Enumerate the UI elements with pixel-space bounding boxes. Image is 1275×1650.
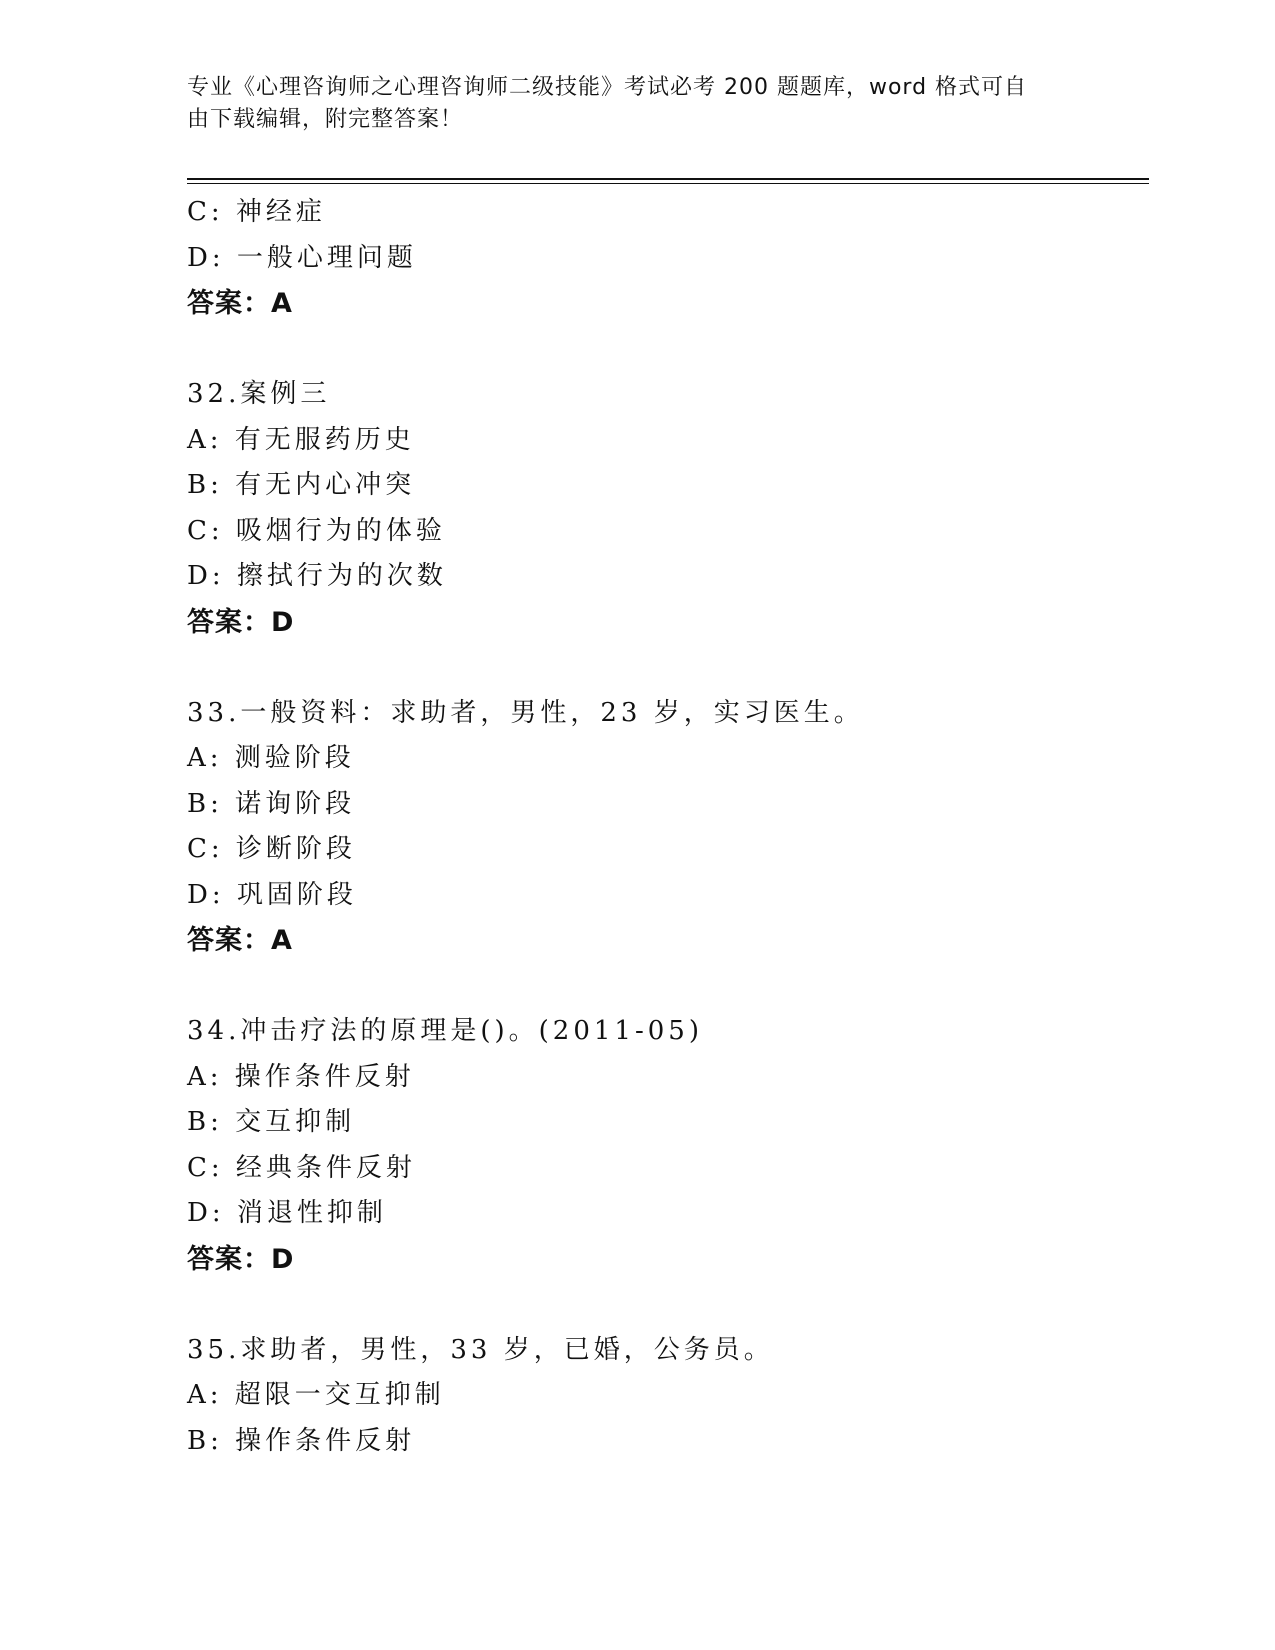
option-b: B: 交互抑制 [187, 1107, 356, 1137]
option-b: B: 操作条件反射 [187, 1425, 416, 1456]
header-divider-thin [187, 183, 1149, 184]
option-d: D: 擦拭行为的次数 [187, 561, 447, 591]
header-title-line-2: 由下载编辑，附完整答案！ [187, 107, 464, 132]
option-d: D: 一般心理问题 [187, 242, 417, 273]
question-31-continued [187, 190, 1147, 327]
option-c: C: 神经症 [187, 197, 326, 227]
option-c: C: 诊断阶段 [187, 834, 356, 864]
document-header [187, 72, 1087, 136]
question-35 [187, 1328, 1147, 1465]
question-33 [187, 691, 1147, 964]
answer-line: 答案：D [187, 1243, 295, 1275]
question-34 [187, 1009, 1147, 1282]
option-d: D: 巩固阶段 [187, 879, 357, 910]
answer-line: 答案：A [187, 288, 293, 319]
option-a: A: 有无服药历史 [187, 424, 415, 455]
answer-line: 答案：A [187, 925, 293, 956]
option-a: A: 操作条件反射 [187, 1061, 415, 1092]
option-b: B: 诺询阶段 [187, 788, 356, 819]
spacer [187, 327, 1147, 373]
question-list [187, 190, 1147, 1464]
header-divider-thick [187, 178, 1149, 180]
option-c: C: 吸烟行为的体验 [187, 515, 446, 546]
header-title-line-1: 专业《心理咨询师之心理咨询师二级技能》考试必考 200 题题库，word 格式可自 [187, 75, 1028, 100]
option-a: A: 测验阶段 [187, 743, 355, 773]
option-c: C: 经典条件反射 [187, 1152, 416, 1183]
option-d: D: 消退性抑制 [187, 1198, 387, 1228]
spacer [187, 964, 1147, 1010]
option-a: A: 超限一交互抑制 [187, 1380, 445, 1410]
spacer [187, 1282, 1147, 1328]
question-title: 32.案例三 [187, 379, 331, 409]
question-title: 35.求助者，男性，33 岁，已婚，公务员。 [187, 1334, 774, 1365]
answer-line: 答案：D [187, 606, 295, 638]
question-title: 33.一般资料：求助者，男性，23 岁，实习医生。 [187, 697, 864, 728]
option-b: B: 有无内心冲突 [187, 470, 416, 500]
question-title: 34.冲击疗法的原理是()。(2011-05) [187, 1016, 703, 1046]
spacer [187, 645, 1147, 691]
question-32 [187, 372, 1147, 645]
